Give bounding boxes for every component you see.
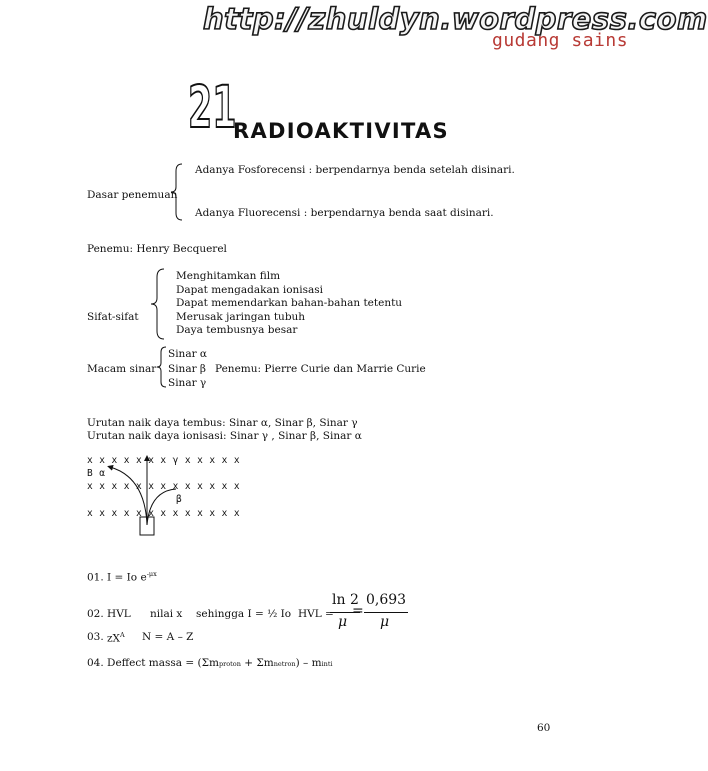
formula-02-eq: = <box>352 603 364 619</box>
property-item-2: Dapat mengadakan ionisasi <box>176 284 324 296</box>
property-item-5: Daya tembusnya besar <box>176 324 298 336</box>
properties-brace <box>150 268 166 340</box>
discoverer-text: Penemu: Henry Becquerel <box>87 243 227 255</box>
discovery-item-1: Adanya Fosforecensi : berpendarnya benda setelah disinari. <box>195 164 515 176</box>
formula-04 <box>87 657 333 669</box>
diagram-row-4: x x x x x x x x x x x x x <box>87 508 240 519</box>
formula-04-prefix: 04. Deffect massa = (Σm <box>87 657 219 669</box>
property-item-1: Menghitamkan film <box>176 270 281 282</box>
formula-02-hvl: HVL = <box>298 608 334 620</box>
watermark-url: http://zhuldyn.wordpress.com <box>203 2 708 36</box>
diagram-beta-label: β <box>176 494 183 505</box>
ray-item-beta: Sinar β <box>168 363 207 375</box>
diagram-row-1: x x x x x x x γ x x x x x <box>87 455 240 466</box>
ray-item-gamma: Sinar γ <box>168 377 207 389</box>
formula-04-close: ) – m <box>295 657 322 669</box>
formula-04-mid: + Σm <box>240 657 274 669</box>
ray-item-alpha: Sinar α <box>168 348 208 360</box>
beta-ray-path <box>147 489 176 525</box>
formula-03-mass-number: A <box>120 631 125 639</box>
order-ionization: Urutan naik daya ionisasi: Sinar γ , Sinar β, Sinar α <box>87 430 362 442</box>
formula-03-symbol: zX <box>107 632 121 645</box>
formula-04-sub-netron: netron <box>273 660 296 668</box>
chapter-number: 21 <box>188 73 237 141</box>
ray-deflection-diagram <box>100 455 200 539</box>
discovery-brace <box>170 163 184 221</box>
formula-02-mid: nilai x <box>150 608 183 620</box>
formula-04-sub-proton: proton <box>218 660 241 668</box>
formula-02-den2: μ <box>380 614 390 630</box>
ray-discoverer: Penemu: Pierre Curie dan Marrie Curie <box>215 363 426 375</box>
formula-01-exponent: -μx <box>146 570 157 578</box>
discovery-item-2: Adanya Fluorecensi : berpendarnya benda saat disinari. <box>195 207 494 219</box>
formula-02-condition: sehingga I = ½ Io <box>196 608 292 620</box>
formula-02-label: 02. HVL <box>87 608 131 620</box>
discovery-label: Dasar penemuan <box>87 189 178 201</box>
formula-02-num1: ln 2 <box>332 592 359 608</box>
formula-03-relation: N = A – Z <box>142 631 194 643</box>
diagram-row-3: x x x x x x x x x x x x x <box>87 481 240 492</box>
formula-01-main: 01. I = Io e <box>87 571 147 584</box>
chapter-title: RADIOAKTIVITAS <box>233 119 449 143</box>
watermark-tagline: gudang sains <box>492 30 629 51</box>
formula-03-label: 03. <box>87 631 104 643</box>
diagram-row-2: B α <box>87 468 106 479</box>
formula-01 <box>87 570 157 584</box>
alpha-ray-path <box>110 467 147 525</box>
order-penetration: Urutan naik daya tembus: Sinar α, Sinar β, Sinar γ <box>87 417 358 429</box>
formula-02-num2: 0,693 <box>366 592 407 608</box>
property-item-4: Merusak jaringan tubuh <box>176 311 306 323</box>
page-number: 60 <box>537 722 551 734</box>
ray-types-brace <box>156 346 168 388</box>
ray-types-label: Macam sinar <box>87 363 157 375</box>
formula-04-sub-inti: inti <box>321 660 333 668</box>
properties-label: Sifat-sifat <box>87 311 139 323</box>
property-item-3: Dapat memendarkan bahan-bahan tetentu <box>176 297 403 309</box>
formula-02-den1: μ <box>338 614 348 630</box>
formula-02-bar2 <box>364 612 408 613</box>
formula-03-notation <box>107 631 125 645</box>
